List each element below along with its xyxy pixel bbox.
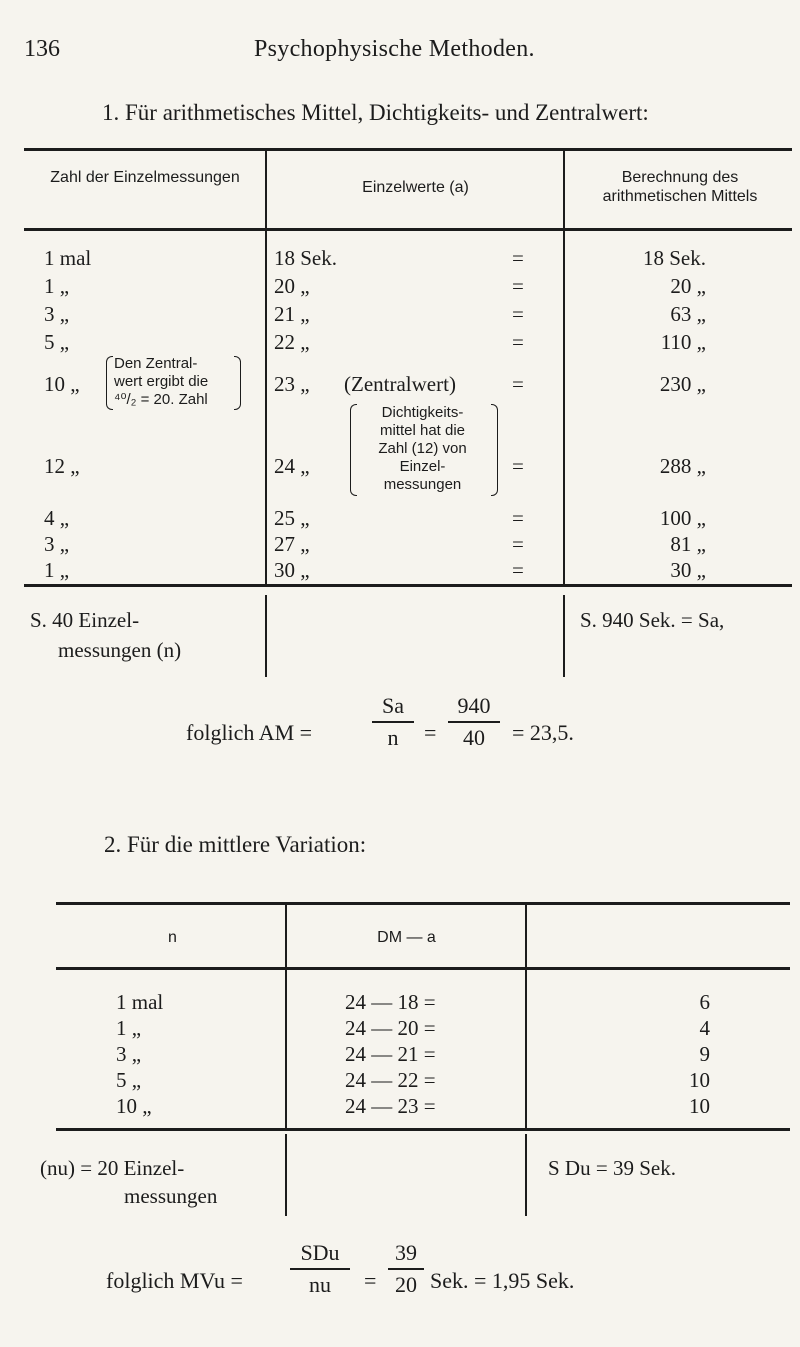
fraction-numerator: SDu [300,1240,340,1265]
table-row-equals: = [512,274,524,298]
sum-count-label: S. 40 Einzel- [30,608,140,632]
right-brace [234,356,241,410]
formula-result: = 23,5. [512,720,574,745]
zentral-note-line: ⁴⁰/₂ = 20. Zahl [114,391,208,408]
table-row-equals: = [512,558,524,582]
column-header-calculation: Berechnung des arithmetischen Mittels [602,169,758,205]
table-row-calc: 30 „ [670,558,706,582]
fraction-sa-n [372,693,414,751]
table-row-count: 4 „ [44,506,70,530]
fraction-numerator: 940 [457,693,491,718]
section1-title: 1. Für arithmetisches Mittel, Dichtigkeits- und Zentralwert: [102,100,649,125]
table-row-calc: 288 „ [659,454,706,478]
fraction-numerator: Sa [382,693,404,718]
table-row-diff: 24 — 20 = [345,1016,436,1040]
table-row-calc: 18 Sek. [643,246,706,270]
table-row-count: 1 „ [44,558,70,582]
table-row-result: 10 [689,1094,710,1118]
column-header-values: Einzelwerte (a) [362,179,469,196]
table-row-result: 4 [699,1016,710,1040]
table-row-value: 18 Sek. [274,246,337,270]
table-row-calc: 81 „ [670,532,706,556]
fraction-numerator: 39 [395,1240,417,1265]
column-header-n: n [168,929,177,946]
column-header-dm-a: DM — a [377,929,436,946]
table-row-result: 10 [689,1068,710,1092]
table-row-count: 10 „ [44,372,80,396]
table-row-count: 1 „ [116,1016,142,1040]
table-row-equals: = [512,330,524,354]
fraction-sdu-nu [290,1240,350,1298]
table-row-diff: 24 — 21 = [345,1042,436,1066]
column-header-count: Zahl der Einzelmessungen [50,169,240,186]
fraction-denominator: 20 [395,1271,417,1297]
fraction-denominator: 40 [463,724,485,750]
zentral-note-line: Den Zentral- [114,355,198,372]
table-row-equals: = [512,532,524,556]
table-row-value: 22 „ [274,330,310,354]
table-row-equals: = [512,246,524,270]
table-row-count: 5 „ [44,330,70,354]
table-row-value: 25 „ [274,506,310,530]
sum-count-label: messungen (n) [58,638,182,662]
left-brace [106,356,113,410]
table-row-diff: 24 — 18 = [345,990,436,1014]
table-row-count: 10 „ [116,1094,152,1118]
running-title: Psychophysische Methoden. [254,36,535,62]
table-row-calc: 110 „ [660,330,706,354]
sum-count-label: messungen [124,1184,218,1208]
table-row-equals: = [512,454,524,478]
sum-count-label: (nu) = 20 Einzel- [40,1156,185,1180]
table-row-diff: 24 — 23 = [345,1094,436,1118]
table-row-count: 3 „ [44,532,70,556]
table-row-value: 24 „ [274,454,310,478]
dichte-note-line: Einzel- [399,458,446,475]
dichte-note-line: messungen [383,476,462,493]
table-row-result: 6 [699,990,710,1014]
zentralwert-label: (Zentralwert) [344,372,456,396]
table-row-value: 23 „ [274,372,310,396]
table-row-calc: 230 „ [659,372,706,396]
dichte-note-line: Dichtigkeits- [381,404,464,421]
table-row-diff: 24 — 22 = [345,1068,436,1092]
zentral-note-line: wert ergibt die [114,373,209,390]
table-row-count: 1 mal [44,246,92,270]
table-row-value: 27 „ [274,532,310,556]
table-row-calc: 20 „ [670,274,706,298]
table-row-value: 30 „ [274,558,310,582]
formula-result: Sek. = 1,95 Sek. [430,1268,575,1293]
formula-prefix: folglich MVu = [106,1268,243,1293]
page-number: 136 [24,36,60,62]
dichte-note-line: mittel hat die [379,422,466,439]
table-row-equals: = [512,302,524,326]
formula-prefix: folglich AM = [186,720,313,745]
table-row-count: 12 „ [44,454,80,478]
table-row-value: 21 „ [274,302,310,326]
table-row-count: 1 „ [44,274,70,298]
table-row-count: 3 „ [44,302,70,326]
fraction-denominator: n [387,724,399,750]
table-row-count: 1 mal [116,990,164,1014]
table-row-count: 5 „ [116,1068,142,1092]
dichte-note-line: Zahl (12) von [378,440,467,457]
sum-total: S Du = 39 Sek. [548,1156,676,1180]
fraction-940-40 [448,693,500,751]
section2-title: 2. Für die mittlere Variation: [104,832,367,857]
table-row-calc: 100 „ [659,506,706,530]
right-brace [491,404,498,496]
table-row-result: 9 [699,1042,710,1066]
table-row-equals: = [512,372,524,396]
table-row-count: 3 „ [116,1042,142,1066]
table-row-equals: = [512,506,524,530]
table-row-calc: 63 „ [670,302,706,326]
sum-total: S. 940 Sek. = Sa, [580,608,725,632]
fraction-denominator: nu [309,1271,331,1297]
table-row-value: 20 „ [274,274,310,298]
fraction-39-20 [388,1240,424,1298]
